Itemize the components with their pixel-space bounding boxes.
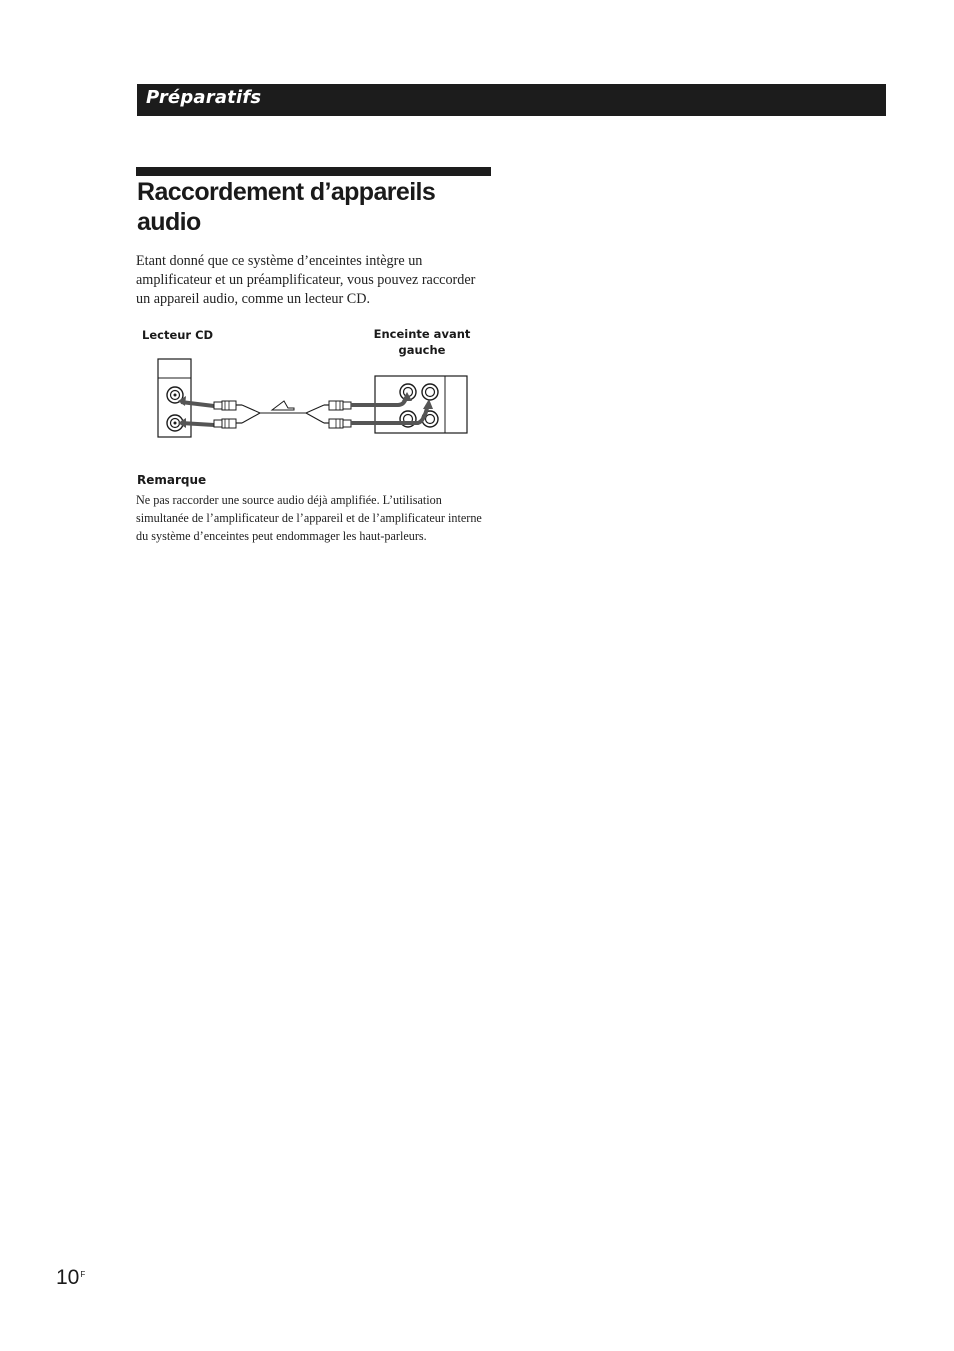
speaker-label-line1: Enceinte avant [373, 327, 471, 341]
intro-paragraph: Etant donné que ce système d’enceintes intègre un amplificateur et un préamplificateur, vous pouvez raccorder un appareil audio, comme un lecteur CD. [136, 253, 476, 307]
cd-player-label: Lecteur CD [142, 328, 214, 342]
note-title: Remarque [137, 473, 207, 487]
note-text: Ne pas raccorder une source audio déjà amplifiée. L’utilisation simultanée de l’amplificateur de l’appareil et de l’amplificateur interne du système d’enceintes peut endommager les haut-parleurs. [136, 493, 482, 543]
page-number [56, 1266, 85, 1290]
right-plugs [324, 401, 351, 428]
speaker-label-line2: gauche [398, 343, 446, 357]
section-header-bar [137, 84, 886, 116]
section-title: Préparatifs [146, 87, 262, 108]
left-plugs [214, 401, 242, 428]
speaker-label [372, 326, 472, 358]
page-number-value: 10 [56, 1266, 80, 1289]
page-number-suffix: F [80, 1270, 86, 1279]
page-title: Raccordement d’appareils audio [137, 178, 436, 236]
audio-cable [242, 401, 324, 423]
connection-diagram [136, 322, 496, 447]
heading-rule [136, 167, 491, 176]
